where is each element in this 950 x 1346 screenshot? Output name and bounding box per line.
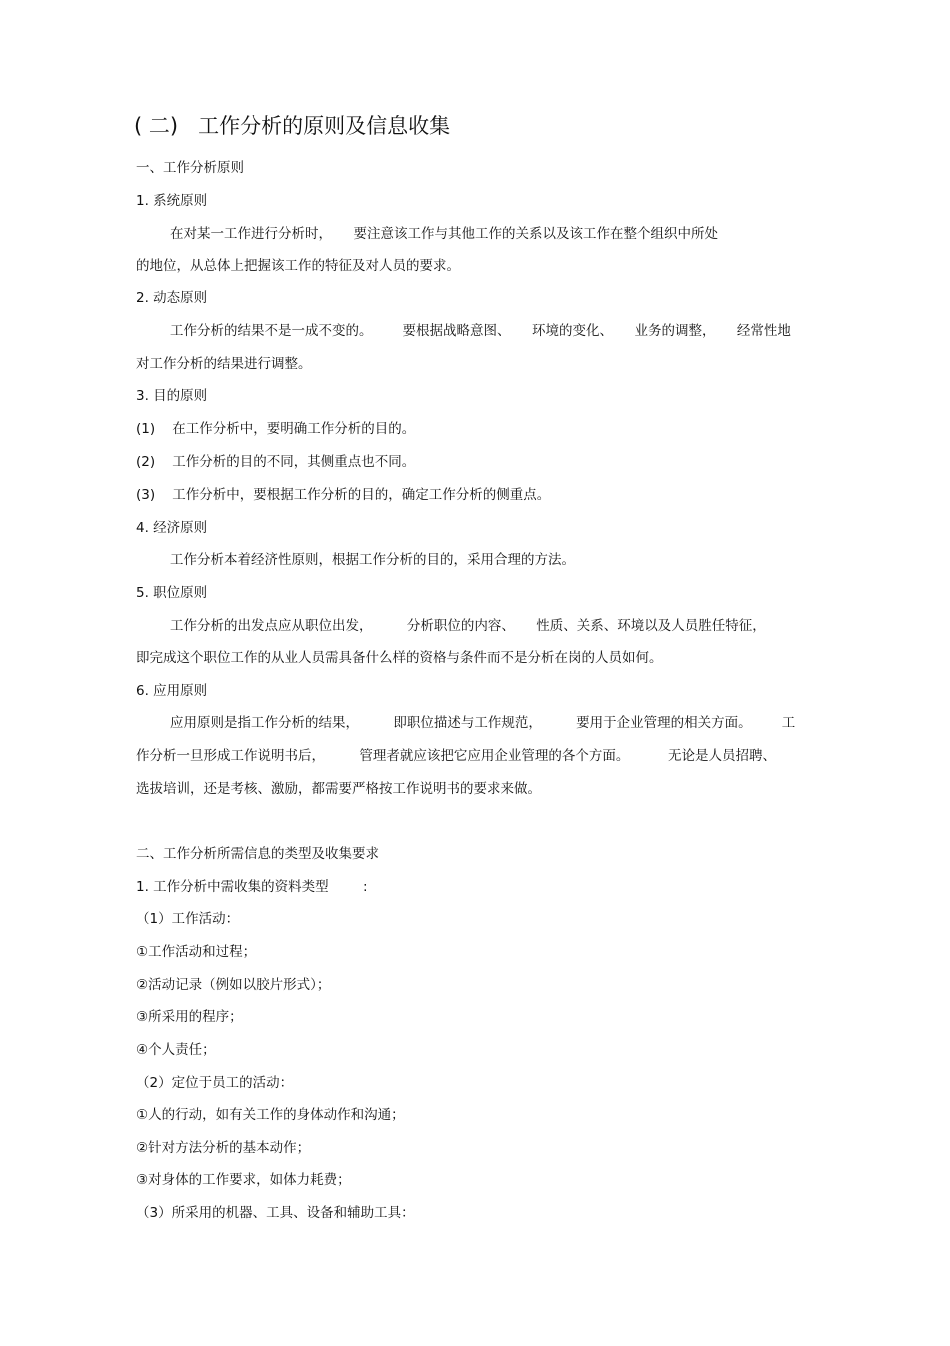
subheading-system: 1. 系统原则	[136, 193, 208, 209]
list-item: （3）所采用的机器、工具、设备和辅助工具：	[136, 1205, 415, 1221]
heading-principles: 一、工作分析原则	[136, 160, 244, 176]
paragraph-line: 工作分析的出发点应从职位出发， 分析职位的内容、 性质、关系、环境以及人员胜任特征，	[170, 618, 766, 634]
list-item: ①人的行动，如有关工作的身体动作和沟通；	[136, 1107, 405, 1123]
paragraph-line: 选拔培训，还是考核、激励，都需要严格按工作说明书的要求来做。	[136, 781, 541, 797]
list-item: ④个人责任；	[136, 1042, 216, 1058]
paragraph-line: 作分析一旦形成工作说明书后， 管理者就应该把它应用企业管理的各个方面。 无论是人员招聘、	[136, 748, 776, 764]
list-item: ③所采用的程序；	[136, 1009, 243, 1025]
paragraph-line: 工作分析的结果不是一成不变的。 要根据战略意图、 环境的变化、 业务的调整， 经常性地	[170, 323, 791, 339]
list-item: ②针对方法分析的基本动作；	[136, 1140, 311, 1156]
subheading-application: 6. 应用原则	[136, 683, 208, 699]
list-item: （2）定位于员工的活动：	[136, 1075, 294, 1091]
heading-information: 二、工作分析所需信息的类型及收集要求	[136, 846, 379, 862]
subheading-purpose: 3. 目的原则	[136, 388, 208, 404]
list-item: (2) 工作分析的目的不同，其侧重点也不同。	[136, 454, 416, 470]
paragraph-line: 工作分析本着经济性原则，根据工作分析的目的，采用合理的方法。	[170, 552, 575, 568]
paragraph-line: 对工作分析的结果进行调整。	[136, 356, 312, 372]
list-item: (3) 工作分析中，要根据工作分析的目的，确定工作分析的侧重点。	[136, 487, 551, 503]
paragraph-line: 在对某一工作进行分析时， 要注意该工作与其他工作的关系以及该工作在整个组织中所处	[170, 226, 718, 242]
paragraph-line: 应用原则是指工作分析的结果， 即职位描述与工作规范， 要用于企业管理的相关方面。 工	[170, 715, 796, 731]
subheading-dynamic: 2. 动态原则	[136, 290, 208, 306]
paragraph-line: 的地位，从总体上把握该工作的特征及对人员的要求。	[136, 258, 460, 274]
subheading-economy: 4. 经济原则	[136, 520, 208, 536]
list-item: （1）工作活动：	[136, 911, 240, 927]
section-title: ( 二) 工作分析的原则及信息收集	[134, 114, 451, 138]
list-item: (1) 在工作分析中，要明确工作分析的目的。	[136, 421, 416, 437]
list-item: ①工作活动和过程；	[136, 944, 257, 960]
subheading-data-types: 1. 工作分析中需收集的资料类型 :	[136, 879, 368, 895]
paragraph-line: 即完成这个职位工作的从业人员需具备什么样的资格与条件而不是分析在岗的人员如何。	[136, 650, 663, 666]
list-item: ③对身体的工作要求，如体力耗费；	[136, 1172, 351, 1188]
subheading-position: 5. 职位原则	[136, 585, 208, 601]
list-item: ②活动记录（例如以胶片形式）；	[136, 977, 331, 993]
